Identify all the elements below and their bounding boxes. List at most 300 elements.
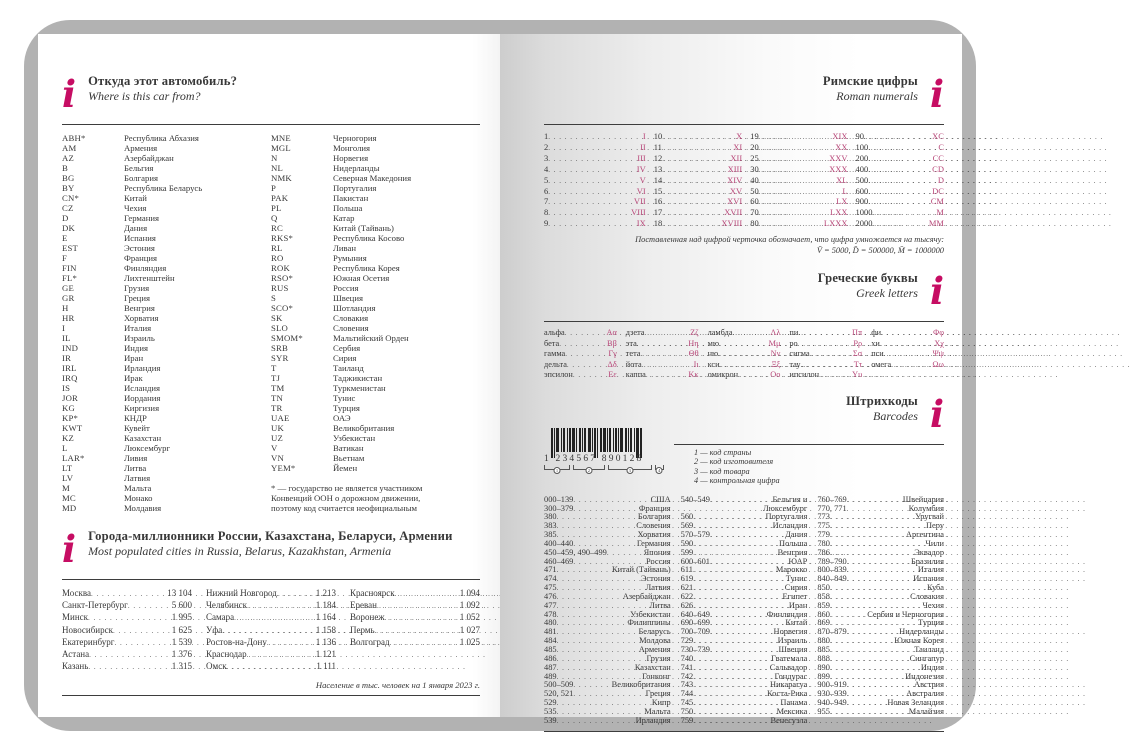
country-code: SMOM* xyxy=(271,333,303,343)
bar xyxy=(561,428,562,452)
table-column xyxy=(626,328,699,381)
country-name: Азербайджан xyxy=(124,153,174,163)
dot-leader xyxy=(557,637,640,646)
country-code: PAK xyxy=(271,193,289,203)
country-code: I xyxy=(62,323,66,333)
row-label: 775 xyxy=(817,521,830,531)
dot-leader xyxy=(573,681,611,690)
dot-leader xyxy=(557,566,612,575)
dot-leader xyxy=(693,566,776,575)
country-name: Киргизия xyxy=(124,403,160,413)
row-value: Латвия xyxy=(645,583,671,593)
row-label: 569 xyxy=(680,521,694,531)
country-code: TM xyxy=(271,383,285,393)
dot-leader xyxy=(395,588,460,600)
row-value: Азербайджан xyxy=(622,591,671,601)
table-row xyxy=(750,132,847,143)
row-label: 789–790 xyxy=(817,556,847,566)
dot-leader xyxy=(548,187,637,198)
row-value: 1 092 xyxy=(459,600,480,611)
table-row xyxy=(750,187,847,198)
row-label: 560 xyxy=(680,512,694,522)
row-label: дзета xyxy=(625,328,645,338)
row-value: CC xyxy=(932,152,944,163)
row-value: Эстония xyxy=(640,574,671,584)
country-name: Республика Беларусь xyxy=(124,183,203,193)
table-row xyxy=(206,612,336,624)
dot-leader xyxy=(567,360,608,371)
divider xyxy=(544,124,944,125)
country-code: RSO* xyxy=(271,273,294,283)
dot-leader xyxy=(881,328,933,339)
row-value: Великобритания xyxy=(611,680,671,690)
country-code: F xyxy=(62,253,68,263)
row-label: 955 xyxy=(817,706,830,716)
row-value: XL xyxy=(836,174,848,185)
row-value: 1 158 xyxy=(315,624,336,635)
country-code: IND xyxy=(62,343,79,353)
row-label: 741 xyxy=(680,662,694,672)
row-label: Волгоград xyxy=(350,636,390,647)
gap xyxy=(642,428,643,429)
table-row xyxy=(544,219,646,230)
table-row xyxy=(271,293,480,303)
country-name: Испания xyxy=(124,233,156,243)
dot-leader xyxy=(234,612,316,624)
row-label: тета xyxy=(625,349,641,359)
row-value: XI xyxy=(733,141,743,152)
table-row xyxy=(789,349,862,360)
table-row xyxy=(789,360,862,371)
row-value: Θθ xyxy=(688,349,699,359)
dot-leader xyxy=(573,690,645,699)
row-value: Κκ xyxy=(688,370,699,380)
country-code: FIN xyxy=(62,263,77,273)
dot-leader xyxy=(868,143,938,154)
table-row xyxy=(789,328,862,339)
dot-leader xyxy=(710,628,774,637)
country-code: GE xyxy=(62,283,74,293)
row-value: Сингапур xyxy=(909,653,945,663)
dot-leader xyxy=(798,328,852,339)
country-code: KG xyxy=(62,403,75,413)
row-value: D xyxy=(937,174,944,185)
table-row xyxy=(871,328,944,339)
country-name: Южная Осетия xyxy=(333,273,390,283)
dot-leader xyxy=(847,505,909,514)
row-value: 1 027 xyxy=(459,624,480,635)
row-value: Китай xyxy=(785,618,808,628)
row-label: 000–139 xyxy=(544,494,574,504)
row-label: йота xyxy=(625,359,642,369)
row-label: 622 xyxy=(680,591,694,601)
row-label: 1 xyxy=(544,131,549,141)
table-row xyxy=(856,165,944,176)
row-label: 621 xyxy=(680,583,694,593)
table-row xyxy=(62,373,271,383)
row-label: 880 xyxy=(817,636,830,646)
table-column xyxy=(544,496,671,726)
table-row xyxy=(789,339,862,350)
table-row xyxy=(271,423,480,433)
row-label: эта xyxy=(625,338,637,348)
row-value: XV xyxy=(729,185,743,196)
car-codes-table xyxy=(62,133,480,513)
row-label: 5 xyxy=(544,174,549,185)
row-label: 611 xyxy=(680,565,693,575)
row-value: Φφ xyxy=(933,328,944,338)
row-label: 2000 xyxy=(855,218,873,229)
row-label: 17 xyxy=(653,207,663,218)
dot-leader xyxy=(557,717,636,726)
country-code: M xyxy=(62,483,70,493)
table-row xyxy=(271,223,480,233)
dot-leader xyxy=(662,176,727,187)
row-label: 888 xyxy=(817,653,830,663)
dot-leader xyxy=(641,349,689,360)
table-row xyxy=(544,349,617,360)
row-value: Чили xyxy=(925,538,945,548)
country-code: MD xyxy=(62,503,77,513)
row-value: Франция xyxy=(638,503,671,513)
country-code: EST xyxy=(62,243,79,253)
row-value: 1 213 xyxy=(315,588,336,598)
table-row xyxy=(62,393,271,403)
country-code: TJ xyxy=(271,373,281,383)
country-name: Таиланд xyxy=(333,363,364,373)
table-row xyxy=(62,263,271,273)
row-value: Узбекистан xyxy=(630,609,671,619)
row-value: Μμ xyxy=(768,338,781,348)
row-label: 500 xyxy=(855,174,869,185)
table-row xyxy=(206,661,336,673)
row-label: 570–579 xyxy=(680,530,710,540)
country-name: Израиль xyxy=(124,333,155,343)
table-row xyxy=(271,313,480,323)
row-label: 850 xyxy=(817,583,830,593)
country-code: RC xyxy=(271,223,283,233)
row-value: L xyxy=(842,185,848,196)
country-code: L xyxy=(62,443,68,453)
barcode-digits: 1 234567 890128 xyxy=(544,453,644,464)
country-code: JOR xyxy=(62,393,79,403)
dot-leader xyxy=(645,328,691,339)
country-name: Исландия xyxy=(124,383,161,393)
row-value: Αα xyxy=(606,328,617,338)
row-value: Австрия xyxy=(914,680,945,690)
table-row xyxy=(271,373,480,383)
row-label: 50 xyxy=(750,185,759,196)
row-label: Воронеж xyxy=(350,612,385,623)
dot-leader xyxy=(720,360,772,371)
row-value: 1 315 xyxy=(171,661,192,672)
table-row xyxy=(871,349,944,360)
row-value: 1 539 xyxy=(171,636,192,647)
dot-leader xyxy=(868,154,932,165)
table-row xyxy=(271,353,480,363)
country-name: Великобритания xyxy=(333,423,395,433)
country-name: Казахстан xyxy=(124,433,162,443)
section-title-en: Where is this car from? xyxy=(88,89,201,103)
row-value: LXXX xyxy=(823,218,848,229)
dot-leader xyxy=(873,208,937,219)
dot-leader xyxy=(557,699,652,708)
table-row xyxy=(62,453,271,463)
section-title-ru: Греческие буквы xyxy=(817,271,918,286)
row-value: Тунис xyxy=(785,574,808,584)
section-title-ru: Города-миллионники России, Казахстана, Беларуси, Армении xyxy=(88,529,453,543)
table-row xyxy=(62,433,271,443)
country-code: SYR xyxy=(271,353,289,363)
table-column xyxy=(206,588,336,673)
table-row xyxy=(62,473,271,483)
row-label: 840–849 xyxy=(817,574,847,584)
table-row xyxy=(62,303,271,313)
country-name: Туркменистан xyxy=(333,383,386,393)
row-label: эпсилон xyxy=(544,370,573,380)
dot-leader xyxy=(868,176,938,187)
dot-leader xyxy=(759,132,833,143)
group-number: 4 xyxy=(656,467,663,474)
country-name: Йемен xyxy=(333,463,358,473)
table-row xyxy=(62,173,271,183)
row-label: Нижний Новгород xyxy=(206,588,277,598)
country-name: Польша xyxy=(333,203,363,213)
dot-leader xyxy=(573,505,639,514)
row-value: Гонконг xyxy=(642,671,671,681)
row-value: V xyxy=(639,174,646,185)
dot-leader xyxy=(637,339,688,350)
country-name: Дания xyxy=(124,223,148,233)
country-code: IRL xyxy=(62,363,77,373)
row-label: 700–709 xyxy=(680,627,710,637)
roman-note xyxy=(544,235,944,256)
bar xyxy=(613,428,614,452)
table-row xyxy=(856,176,944,187)
row-value: Дания xyxy=(785,530,808,540)
table-row xyxy=(271,203,480,213)
row-value: Марокко xyxy=(775,565,808,575)
dot-leader xyxy=(557,619,628,628)
country-code: Q xyxy=(271,213,278,223)
country-code: CZ xyxy=(62,203,74,213)
country-name: Чехия xyxy=(124,203,147,213)
row-label: 800–839 xyxy=(817,565,847,575)
roman-table xyxy=(544,132,944,230)
row-value: Молдова xyxy=(639,636,671,646)
bar xyxy=(582,428,583,452)
table-row xyxy=(271,153,480,163)
table-row xyxy=(206,649,336,661)
row-label: 770, 771 xyxy=(817,503,847,513)
row-label: гамма xyxy=(544,349,566,359)
table-row xyxy=(271,463,480,473)
dot-leader xyxy=(693,513,765,522)
country-code: ROK xyxy=(271,263,290,273)
row-value: MM xyxy=(928,218,944,229)
country-name: Северная Македония xyxy=(333,173,412,183)
section-title-en: Most populated cities in Russia, Belarus, Kazakhstan, Armenia xyxy=(88,544,392,558)
dot-leader xyxy=(377,600,460,612)
row-value: Нидерланды xyxy=(899,627,945,637)
dot-leader xyxy=(759,219,824,230)
country-code: MGL xyxy=(271,143,291,153)
country-code: B xyxy=(62,163,68,173)
row-label: Пермь xyxy=(350,624,375,635)
table-column xyxy=(62,588,192,673)
row-value: Швеция xyxy=(778,645,808,654)
row-value: Эквадор xyxy=(914,547,945,557)
row-value: Беларусь xyxy=(638,627,671,637)
row-label: 90 xyxy=(855,131,865,141)
row-value: Σσ xyxy=(852,349,863,359)
row-label: 744 xyxy=(680,689,694,699)
row-value: CD xyxy=(932,163,944,174)
country-name: Турция xyxy=(333,403,360,413)
dot-leader xyxy=(548,208,631,219)
row-value: Германия xyxy=(636,538,671,548)
dot-leader xyxy=(222,625,316,637)
row-value: XXV xyxy=(829,152,848,163)
table-row xyxy=(856,219,944,230)
row-label: 16 xyxy=(653,196,663,207)
country-name: Таджикистан xyxy=(333,373,383,383)
row-label: 486 xyxy=(544,653,557,663)
dot-leader xyxy=(693,673,774,682)
row-value: Сербия и Черногория xyxy=(867,609,945,619)
row-value: Хорватия xyxy=(637,530,671,540)
row-label: 786 xyxy=(817,547,830,557)
table-row xyxy=(654,132,742,143)
table-row xyxy=(62,233,271,243)
table-column xyxy=(350,588,480,673)
row-label: 480 xyxy=(544,618,557,628)
row-label: мю xyxy=(707,338,720,348)
country-code: RUS xyxy=(271,283,289,293)
bar xyxy=(572,428,575,452)
country-code: NL xyxy=(271,163,283,173)
country-code: KZ xyxy=(62,433,74,443)
row-value: XVI xyxy=(727,196,743,207)
row-label: пи xyxy=(789,328,799,338)
row-label: альфа xyxy=(544,328,565,338)
row-value: III xyxy=(637,152,646,163)
table-row xyxy=(544,143,646,154)
row-value: XII xyxy=(730,152,743,163)
table-row xyxy=(62,600,192,612)
right-page xyxy=(500,34,962,725)
divider xyxy=(544,321,944,322)
row-label: 860 xyxy=(817,609,830,619)
dot-leader xyxy=(548,132,643,143)
country-name: Лихтенштейн xyxy=(124,273,175,283)
dot-leader xyxy=(548,154,637,165)
row-value: ЮАР xyxy=(788,556,808,566)
row-value: Кипр xyxy=(651,698,671,708)
country-name: Республика Абхазия xyxy=(124,133,199,143)
section-title-ru: Римские цифры xyxy=(822,74,918,88)
dot-leader xyxy=(385,612,460,624)
dot-leader xyxy=(759,154,829,165)
table-row xyxy=(350,637,480,649)
table-row xyxy=(62,413,271,423)
row-value: Коста-Рика xyxy=(766,689,808,699)
row-label: 300–379 xyxy=(544,503,574,513)
page-spread xyxy=(38,34,962,725)
table-column xyxy=(856,132,944,230)
row-label: 500–509 xyxy=(544,680,574,690)
country-name: Сирия xyxy=(333,353,357,363)
row-label: дельта xyxy=(544,359,567,369)
country-name: Нидерланды xyxy=(333,163,380,173)
cities-footnote: Население в тыс. человек на 1 января 2023 г. xyxy=(315,680,480,691)
table-row xyxy=(544,339,617,350)
dot-leader xyxy=(830,513,915,522)
row-label: 380 xyxy=(544,512,557,522)
country-code: SCO* xyxy=(271,303,294,313)
table-row xyxy=(62,612,192,624)
country-name: Эстония xyxy=(124,243,155,253)
row-value: Ρρ xyxy=(853,338,863,348)
row-label: Челябинск xyxy=(206,600,248,611)
dot-leader xyxy=(267,637,316,649)
divider xyxy=(62,579,480,580)
table-row xyxy=(626,328,699,339)
country-code: SK xyxy=(271,313,283,323)
country-name: Словакия xyxy=(333,313,369,323)
row-label: 485 xyxy=(544,645,557,654)
table-row xyxy=(271,273,480,283)
table-row xyxy=(681,717,808,726)
dot-leader xyxy=(662,219,721,230)
dot-leader xyxy=(247,600,316,612)
table-row xyxy=(817,513,944,522)
divider xyxy=(62,695,480,696)
table-row xyxy=(62,153,271,163)
dot-leader xyxy=(557,708,645,717)
country-name: Болгария xyxy=(124,173,158,183)
row-label: Ростов-на-Дону xyxy=(206,636,267,647)
dot-leader xyxy=(642,360,694,371)
country-name: Грузия xyxy=(124,283,150,293)
table-row xyxy=(62,133,271,143)
row-label: 383 xyxy=(544,521,557,531)
row-label: 8 xyxy=(544,207,549,218)
country-name: Монголия xyxy=(333,143,371,153)
country-name: Монако xyxy=(124,493,153,503)
table-row xyxy=(62,649,192,661)
row-label: 14 xyxy=(653,174,663,185)
dot-leader xyxy=(801,360,854,371)
row-label: 870–879 xyxy=(817,627,847,637)
table-row xyxy=(271,283,480,293)
row-value: XIII xyxy=(727,163,743,174)
table-row xyxy=(271,213,480,223)
dot-leader xyxy=(847,681,914,690)
table-column xyxy=(271,133,480,513)
row-value: Израиль xyxy=(777,636,808,646)
table-row xyxy=(271,403,480,413)
bar xyxy=(600,428,602,452)
bar xyxy=(563,428,565,452)
row-value: Китай (Тайвань) xyxy=(612,565,671,575)
bar xyxy=(615,428,617,452)
row-label: 385 xyxy=(544,530,557,540)
row-value: XVIII xyxy=(721,218,743,229)
table-row xyxy=(271,303,480,313)
table-row xyxy=(271,363,480,373)
row-value: Индонезия xyxy=(905,671,945,681)
